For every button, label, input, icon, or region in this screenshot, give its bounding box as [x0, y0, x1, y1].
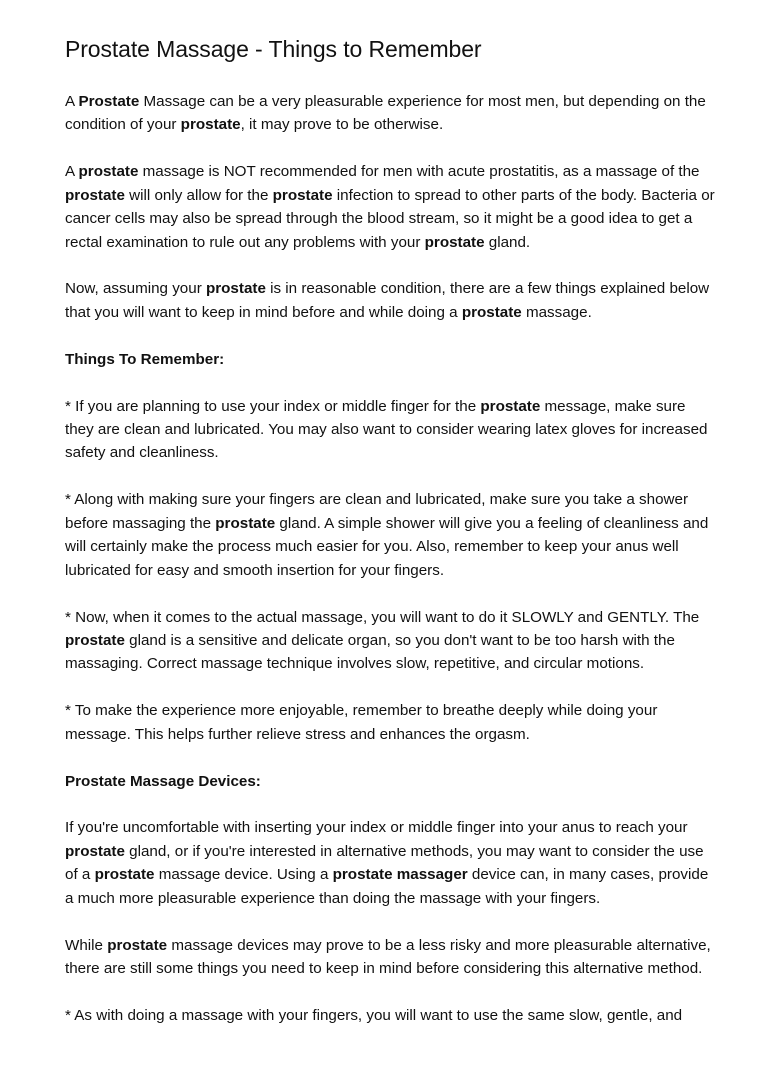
bold-text-run: prostate	[272, 186, 333, 204]
bold-text-run: prostate	[107, 936, 168, 954]
text-run: * To make the experience more enjoyable, remember to breathe deeply while doing your message. This helps further relieve stress and enhances the orgasm.	[65, 702, 658, 743]
bold-text-run: prostate	[94, 866, 155, 884]
bold-text-run: prostate	[215, 514, 276, 532]
text-run: massage devices may prove to be a less risky and more pleasurable alternative, there are still some things you need to keep in mind before considering this alternative method.	[65, 936, 711, 977]
bold-text-run: prostate	[180, 116, 241, 134]
text-run: gland, or if you're interested in alternative methods, you may want to consider the use of a	[65, 842, 704, 884]
text-run: If you're uncomfortable with inserting your index or middle finger into your anus to reach your	[65, 819, 688, 837]
paragraph	[65, 816, 715, 910]
paragraph	[65, 395, 715, 465]
bold-text-run: prostate	[78, 163, 139, 181]
text-run: massage device. Using a	[154, 866, 333, 884]
section-heading	[65, 348, 715, 371]
bold-text-run: prostate	[65, 842, 125, 860]
text-run: gland.	[484, 233, 531, 251]
bold-text-run: Prostate Massage Devices:	[65, 772, 261, 790]
bold-text-run: Prostate	[78, 93, 140, 110]
document-body	[65, 90, 715, 1027]
paragraph	[65, 699, 715, 746]
bold-text-run: prostate	[65, 186, 125, 204]
bold-text-run: prostate massager	[332, 866, 468, 884]
paragraph	[65, 934, 715, 981]
paragraph	[65, 606, 715, 676]
bold-text-run: prostate	[205, 280, 266, 298]
text-run: gland. A simple shower will give you a feeling of cleanliness and will certainly make the process much easier for you. Also, remember to keep your anus well lubricated for easy and smooth insertion for your fingers.	[65, 514, 709, 579]
bold-text-run: Things To Remember:	[65, 350, 225, 368]
text-run: A	[65, 163, 79, 181]
paragraph	[65, 488, 715, 582]
section-heading	[65, 770, 715, 793]
text-run: massage is NOT recommended for men with acute prostatitis, as a massage of the	[138, 163, 700, 181]
text-run: * If you are planning to use your index or middle finger for the	[65, 397, 481, 415]
bold-text-run: prostate	[65, 631, 125, 649]
bold-text-run: prostate	[480, 397, 541, 415]
text-run: will only allow for the	[124, 186, 273, 204]
text-run: * Along with making sure your fingers are clean and lubricated, make sure you take a shower before massaging the	[65, 491, 689, 532]
text-run: Now, assuming your	[65, 280, 206, 298]
text-run: , it may prove to be otherwise.	[240, 116, 444, 134]
paragraph	[65, 90, 715, 137]
page-title: Prostate Massage - Things to Remember	[65, 36, 482, 62]
bold-text-run: prostate	[424, 233, 485, 251]
text-run: Massage can be a very pleasurable experience for most men, but depending on the condition of your	[65, 93, 706, 134]
paragraph	[65, 1004, 715, 1027]
text-run: massage.	[521, 303, 592, 321]
document-page	[65, 34, 715, 1051]
text-run: gland is a sensitive and delicate organ, so you don't want to be too harsh with the massaging. Correct massage technique involves slow, repetitive, and circular motions.	[65, 631, 675, 673]
text-run: device can, in many cases, provide a much more pleasurable experience than doing the massage with your fingers.	[65, 866, 709, 907]
text-run: A	[65, 93, 79, 110]
bold-text-run: prostate	[461, 303, 522, 321]
text-run: is in reasonable condition, there are a few things explained below that you will want to keep in mind before and while doing a	[65, 280, 710, 321]
paragraph	[65, 160, 715, 254]
text-run: While	[65, 936, 108, 954]
text-run: message, make sure they are clean and lubricated. You may also want to consider wearing latex gloves for increased safety and cleanliness.	[65, 397, 708, 462]
text-run: * As with doing a massage with your fingers, you will want to use the same slow, gentle, and	[65, 1006, 683, 1024]
text-run: * Now, when it comes to the actual massage, you will want to do it SLOWLY and GENTLY. The	[65, 608, 700, 626]
text-run: infection to spread to other parts of the body. Bacteria or cancer cells may also be spread through the blood stream, so it might be a good idea to get a rectal examination to rule out any problems with your	[65, 186, 715, 251]
paragraph	[65, 277, 715, 324]
